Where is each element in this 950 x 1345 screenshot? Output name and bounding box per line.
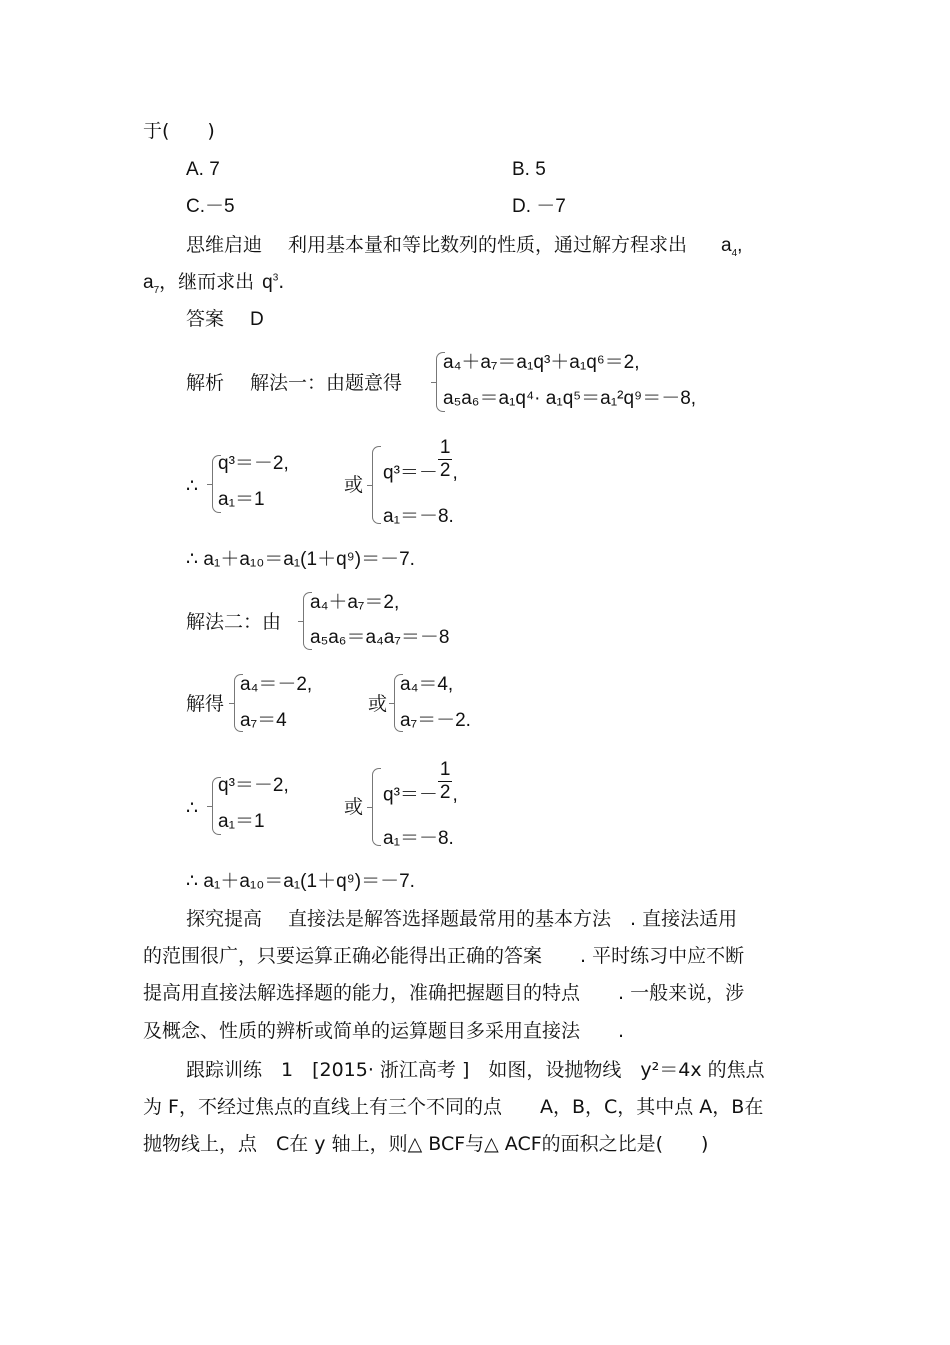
option-b-label: B. <box>512 159 530 180</box>
case4-row2: a₁＝－8. <box>383 828 454 849</box>
hint-var-a4: $a_4$, <box>721 235 743 259</box>
option-c <box>186 194 235 220</box>
option-a <box>186 157 220 183</box>
answer-label: 答案 <box>186 308 225 330</box>
or-1: 或 <box>344 474 364 496</box>
question-stem-tail: 于( ) <box>143 120 215 142</box>
fraction-one-half-2: $\frac{1}{2}$ <box>439 759 451 803</box>
therefore-2: ∴ <box>186 797 199 819</box>
sol1-row1: a₄＝－2, <box>240 674 313 695</box>
method2-label: 解法二：由 <box>186 611 282 633</box>
or-3: 或 <box>344 796 364 818</box>
option-d <box>512 194 566 220</box>
hint-var-a7: $a_7$ <box>143 272 160 296</box>
sol2-row2: a₇＝－2. <box>400 710 471 731</box>
or-2: 或 <box>368 693 388 715</box>
system1-row2: a₅a₆＝a₁q⁴· a₁q⁵＝a₁²q⁹＝－8, <box>443 388 697 409</box>
result-1: ∴ a₁＋a₁₀＝a₁(1＋q⁹)＝－7. <box>186 549 415 570</box>
hint-line-2: $a_7$，继而求出 $q^3$. <box>143 271 285 296</box>
case1-row2: a₁＝1 <box>218 489 265 510</box>
answer-line <box>186 306 264 333</box>
hint-label: 思维启迪 <box>186 234 263 256</box>
option-c-value: －5 <box>205 196 235 217</box>
therefore-1: ∴ <box>186 475 199 497</box>
case4-row1: q³＝－ $\frac{1}{2}$ , <box>383 759 458 806</box>
option-d-value: －7 <box>536 196 566 217</box>
case1-row1: q³＝－2, <box>218 453 289 474</box>
system1-row1: a₄＋a₇＝a₁q³＋a₁q⁶＝2, <box>443 352 640 373</box>
explore-label: 探究提高 <box>186 908 263 930</box>
practice-line-1: 跟踪训练 1 [2015· 浙江高考 ] 如图，设抛物线 y²＝4x 的焦点 <box>186 1059 765 1081</box>
hint-text-2: ，继而求出 <box>159 271 255 293</box>
option-b <box>512 157 546 183</box>
hint-text: 利用基本量和等比数列的性质，通过解方程求出 <box>288 234 688 256</box>
result-2: ∴ a₁＋a₁₀＝a₁(1＋q⁹)＝－7. <box>186 871 415 892</box>
case2-row1: q³＝－ $\frac{1}{2}$ , <box>383 437 458 484</box>
fraction-one-half: $\frac{1}{2}$ <box>439 437 451 481</box>
case2-row2: a₁＝－8. <box>383 506 454 527</box>
case3-row2: a₁＝1 <box>218 811 265 832</box>
system2-row2: a₅a₆＝a₄a₇＝－8 <box>310 627 450 648</box>
option-a-value: 7 <box>209 159 220 180</box>
option-d-label: D. <box>512 196 531 217</box>
option-b-value: 5 <box>535 159 546 180</box>
explore-line-3: 提高用直接法解选择题的能力，准确把握题目的特点 . 一般来说，涉 <box>143 982 745 1004</box>
explore-line-1: 探究提高 直接法是解答选择题最常用的基本方法 . 直接法适用 <box>186 908 738 930</box>
sol2-row1: a₄＝4, <box>400 674 454 695</box>
practice-line-2: 为 F，不经过焦点的直线上有三个不同的点 A，B，C，其中点 A，B在 <box>143 1096 764 1118</box>
solution-method1-label: 解析 解法一：由题意得 <box>186 372 403 394</box>
system2-row1: a₄＋a₇＝2, <box>310 592 400 613</box>
answer-value: D <box>250 309 264 330</box>
option-a-label: A. <box>186 159 204 180</box>
hint-q3: $q^3$ <box>262 272 279 293</box>
option-c-label: C. <box>186 196 205 217</box>
solve-label: 解得 <box>186 693 225 715</box>
explore-line-2: 的范围很广，只要运算正确必能得出正确的答案 . 平时练习中应不断 <box>143 945 745 967</box>
hint-line-1 <box>186 232 742 259</box>
brace-case4 <box>372 768 381 846</box>
brace-case2 <box>372 446 381 524</box>
practice-line-3: 抛物线上，点 C在 y 轴上，则△ BCF与△ ACF的面积之比是( ) <box>143 1133 709 1155</box>
sol1-row2: a₇＝4 <box>240 710 287 731</box>
case3-row1: q³＝－2, <box>218 775 289 796</box>
explore-line-4: 及概念、性质的辨析或简单的运算题目多采用直接法 . <box>143 1020 625 1042</box>
